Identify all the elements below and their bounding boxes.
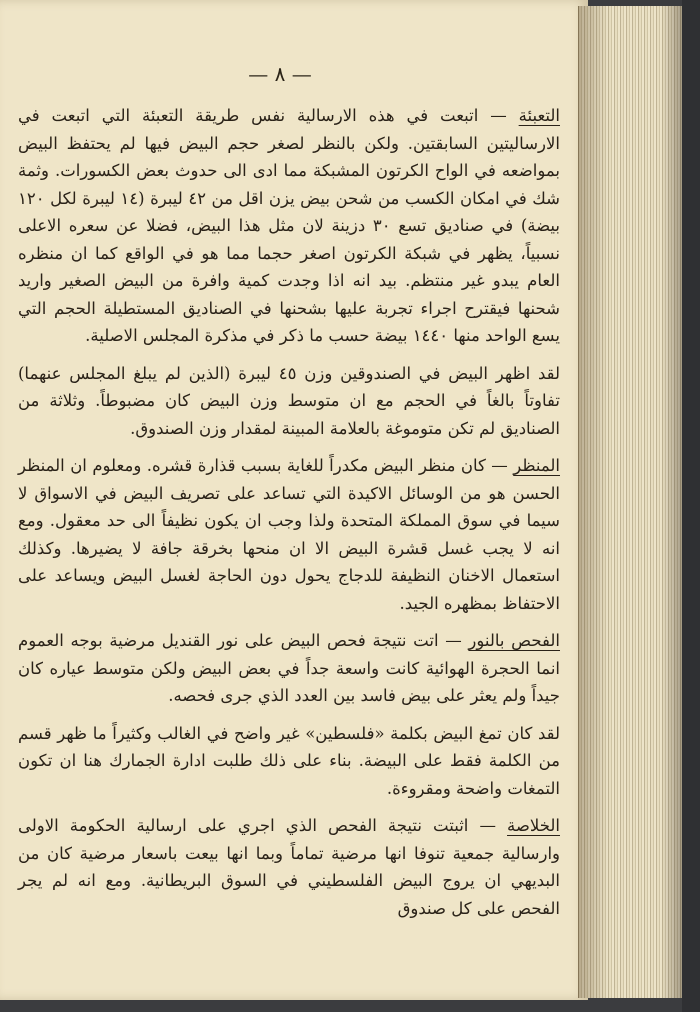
- paragraph-heading: التعبئة: [518, 106, 560, 125]
- body-text: [18, 102, 560, 932]
- paragraph-text: لقد اظهر البيض في الصندوقين وزن ٤٥ ليبرة (الذين لم يبلغ المجلس عنهما) تفاوتاً بالغاً في الحجم مع ان متوسط وزن البيض كان مضبوطاً. وثلاثة من الصناديق لم تكن متوموغة بالعلامة المبينة لمقدار وزن الصندوق.: [18, 363, 560, 438]
- paragraph-text: — اتبعت في هذه الارسالية نفس طريقة التعبئة التي اتبعت في الارساليتين السابقتين. ولكن بالنظر لصغر حجم البيض فيها لم يحتفظ البيض بمواضعه في الواح الكرتون المشبكة مما ادى الى حدوث بعض الكسورات. وثمة شك في امكان الكسب من شحن بيض يزن اقل من ٤٢ ليبرة (١٤ ليبرة لكل ١٢٠ بيضة) في صناديق تسع ٣٠ دزينة لان مثل هذا البيض، فضلا عن سعره الاعلى نسبياً، يظهر في شبكة الكرتون اصغر حجما مما هو في الواقع كما ان منظره العام يبدو غير منتظم. بيد انه اذا وجدت كمية وافرة من البيض الصغير واريد شحنها فيقترح اجراء تجربة عليها بشحنها في الصناديق المستطيلة الحجم التي يسع الواحد منها ١٤٤٠ بيضة حسب ما ذكر في مذكرة المجلس الاصلية.: [18, 106, 560, 345]
- book-cover-edge: [682, 0, 700, 1012]
- paragraph-text: — اتت نتيجة فحص البيض على نور القنديل مرضية بوجه العموم انما الحجرة الهوائية كانت واسعة جداً في بعض البيض ولكن متوسط عياره كان جيداً ولم يعثر على بيض فاسد بين العدد الذي جرى فحصه.: [18, 631, 560, 705]
- paragraph-summary: [18, 812, 560, 922]
- paragraph-packing: [18, 102, 560, 350]
- paragraph-weight: [18, 360, 560, 443]
- paragraph-heading: الفحص بالنور: [468, 631, 560, 650]
- page-number: — ٨ —: [248, 62, 312, 86]
- paragraph-text: — اثبتت نتيجة الفحص الذي اجري على ارسالية الحكومة الاولى وارسالية جمعية تنوفا انها مرضية تماماً وبما انها بيعت باسعار مرضية كان من البديهي ان يروج البيض الفلسطيني في السوق البريطانية. ومع انه لم يجر الفحص على كل صندوق: [18, 816, 560, 918]
- paragraph-appearance: [18, 452, 560, 617]
- paragraph-text: لقد كان تمغ البيض بكلمة «فلسطين» غير واضح في الغالب وكثيراً ما ظهر قسم من الكلمة فقط على البيضة. بناء على ذلك طلبت ادارة الجمارك هنا ان تكون التمغات واضحة ومقروءة.: [18, 723, 560, 798]
- paragraph-stamping: [18, 720, 560, 803]
- paragraph-heading: الخلاصة: [507, 816, 560, 835]
- paragraph-heading: المنظر: [513, 456, 560, 475]
- page-edges-shadow: [578, 6, 682, 998]
- paragraph-text: — كان منظر البيض مكدراً للغاية بسبب قذارة قشره. ومعلوم ان المنظر الحسن هو من الوسائل الاكيدة التي تساعد على تصريف البيض في الاسواق لا سيما في سوق المملكة المتحدة ولذا وجب ان يكون نظيفاً الى حد معقول. ومع انه لا يجب غسل قشرة البيض الا ان منحها بخرقة جافة لا يضيرها. وكذلك استعمال الاخنان النظيفة للدجاج يحول دون الحاجة لغسل البيض ويساعد على الاحتفاظ بمظهره الجيد.: [18, 456, 560, 613]
- paragraph-candling: [18, 627, 560, 710]
